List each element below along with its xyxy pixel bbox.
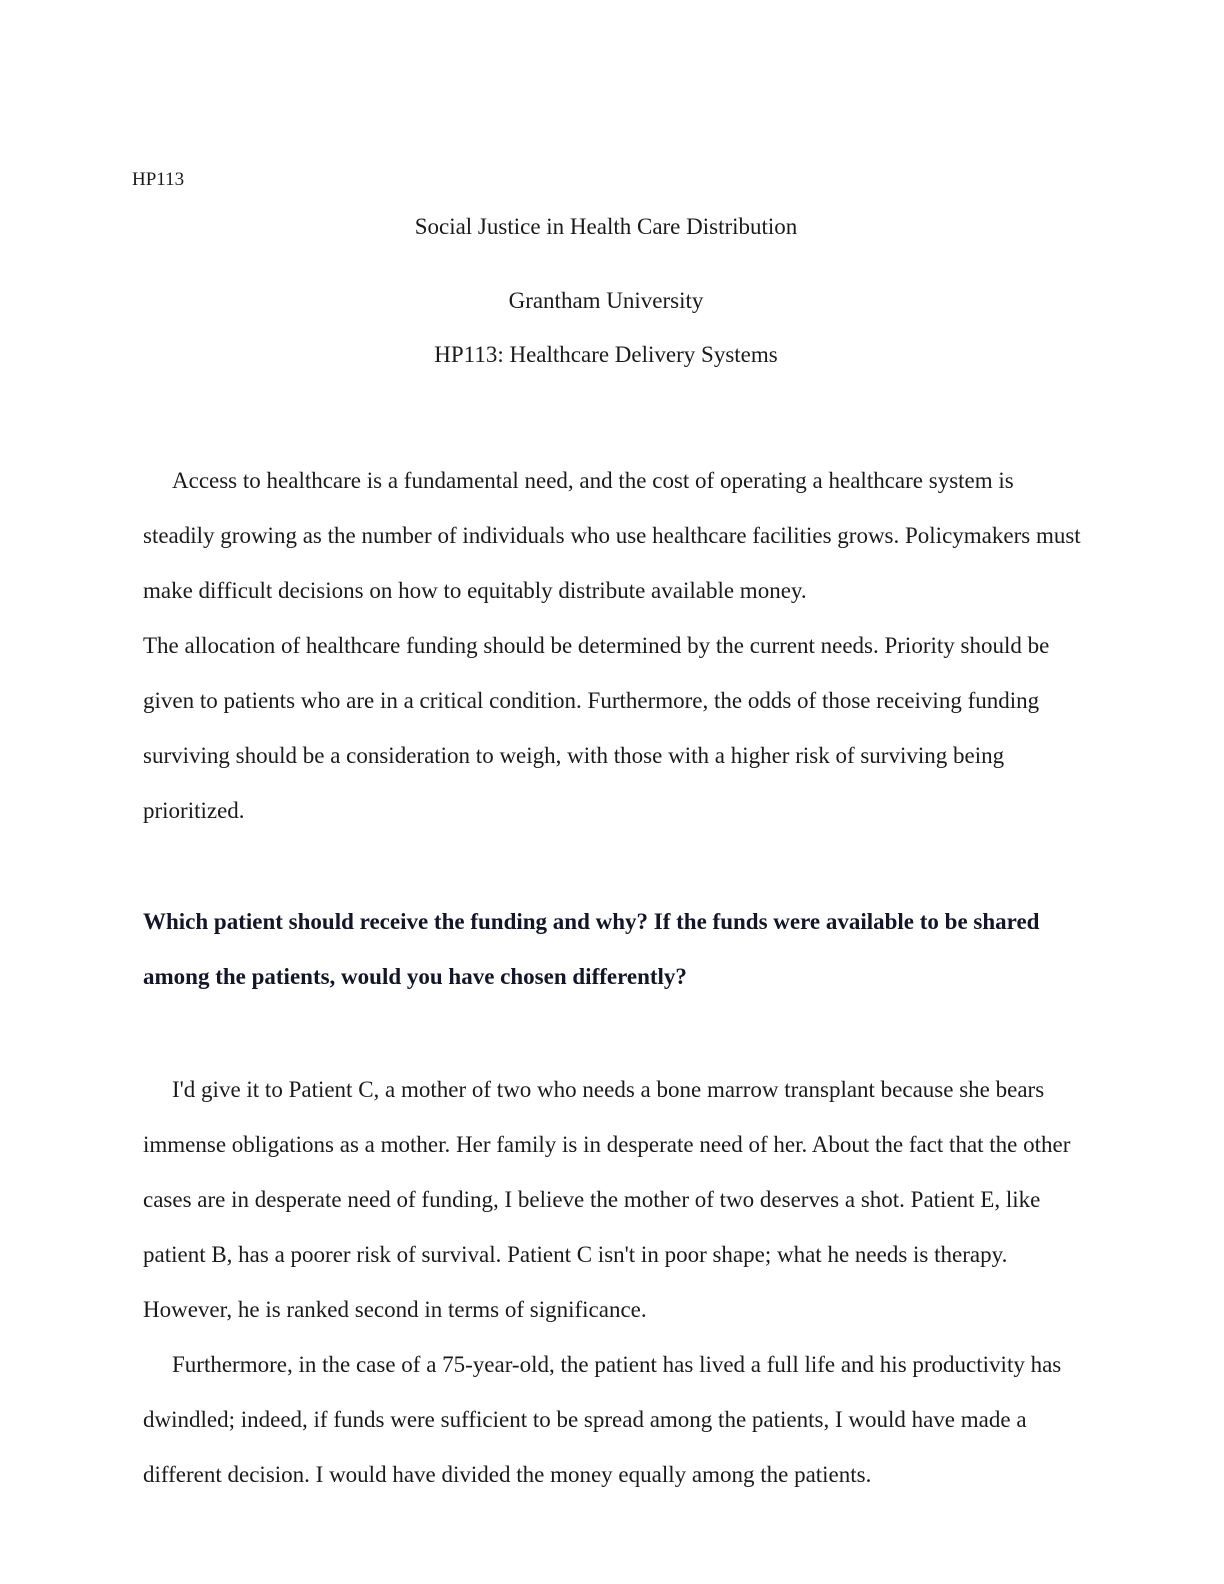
question-section <box>143 894 1083 1004</box>
answer-section <box>143 1062 1083 1502</box>
university-name: Grantham University <box>508 288 704 313</box>
intro-section <box>143 453 1083 838</box>
answer-paragraph-2: Furthermore, in the case of a 75-year-old, the patient has lived a full life and his productivity has dwindled; indeed, if funds were sufficient to be spread among the patients, I would have made a different decision. I would have divided the money equally among the patients. <box>143 1352 1062 1487</box>
intro-paragraph-2: The allocation of healthcare funding should be determined by the current needs. Priority should be given to patients who are in a critical condition. Furthermore, the odds of those receiving funding surviving should be a consideration to weigh, with those with a higher risk of surviving being prioritized. <box>143 633 1050 823</box>
question-heading: Which patient should receive the funding and why? If the funds were available to be shared among the patients, would you have chosen differently? <box>143 909 1040 989</box>
paper-title: Social Justice in Health Care Distribution <box>414 214 798 239</box>
intro-paragraph-1: Access to healthcare is a fundamental need, and the cost of operating a healthcare system is steadily growing as the number of individuals who use healthcare facilities grows. Policymakers must make difficult decisions on how to equitably distribute available money. <box>143 468 1081 603</box>
course-code-header: HP113 <box>132 169 185 190</box>
answer-paragraph-1: I'd give it to Patient C, a mother of two who needs a bone marrow transplant because she bears immense obligations as a mother. Her family is in desperate need of her. About the fact that the other cases are in desperate need of funding, I believe the mother of two deserves a shot. Patient E, like patient B, has a poorer risk of survival. Patient C isn't in poor shape; what he needs is therapy. However, he is ranked second in terms of significance. <box>143 1077 1071 1322</box>
course-name: HP113: Healthcare Delivery Systems <box>434 342 778 367</box>
